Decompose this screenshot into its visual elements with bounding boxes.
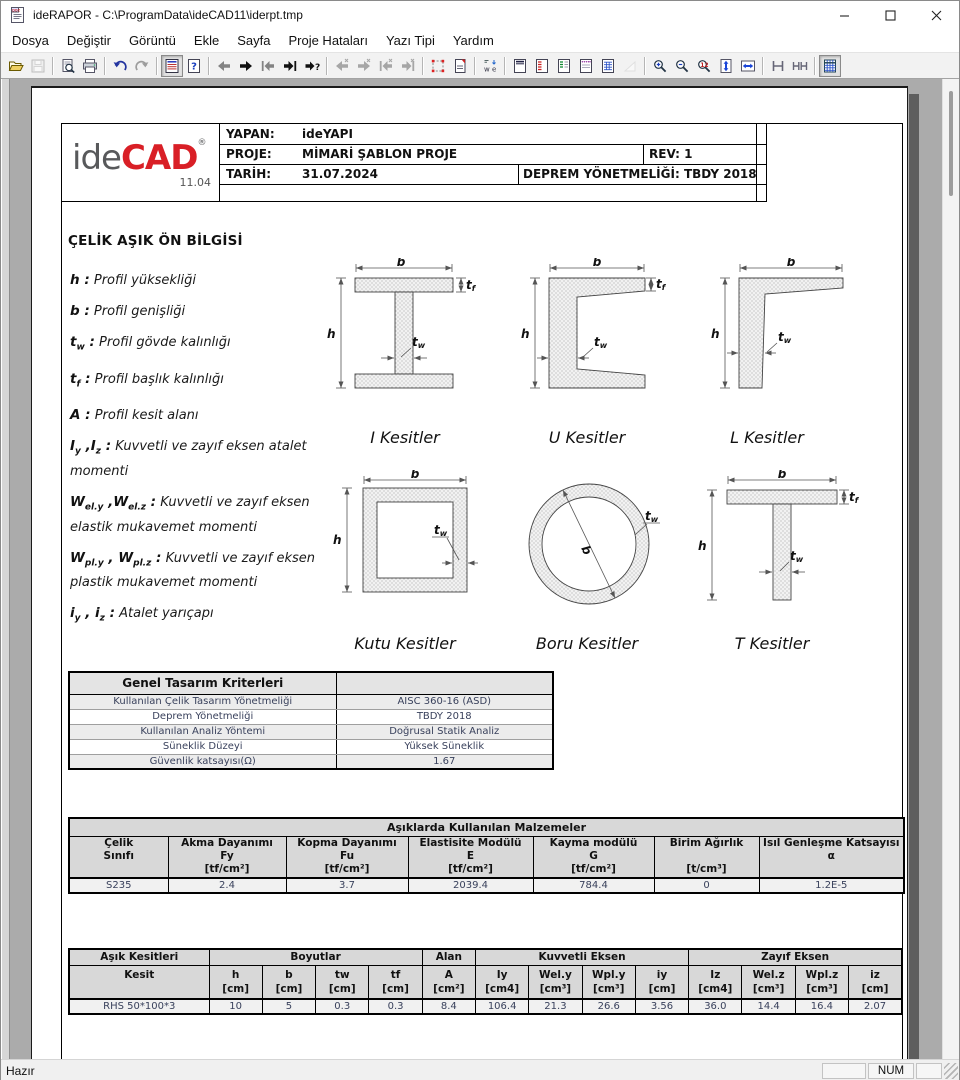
redo-button[interactable] (131, 55, 153, 77)
vertical-scrollbar[interactable] (942, 79, 959, 1059)
sections-cell: 16.4 (795, 999, 848, 1014)
definition-symbol: $I_y$ $,I_z$ : (70, 438, 112, 458)
report-page (31, 86, 908, 1059)
criteria-cell: Süneklik Düzeyi (69, 739, 336, 754)
sections-cell: 0.3 (316, 999, 369, 1014)
svg-text:tw: tw (434, 523, 448, 538)
corner-button[interactable] (619, 55, 641, 77)
definition-symbol: $i_y$ , $i_z$ : (70, 605, 116, 625)
page-grid-button[interactable] (597, 55, 619, 77)
toolbar-separator (156, 57, 158, 75)
sections-group-cell: Boyutlar (209, 949, 422, 965)
toolbar-separator (52, 57, 54, 75)
corner-icon (622, 58, 638, 74)
criteria-row (69, 724, 553, 739)
u-section-diagram (497, 258, 677, 408)
chapter-prev-button[interactable] (331, 55, 353, 77)
sections-cell: 3.56 (635, 999, 688, 1014)
maximize-icon (883, 8, 898, 23)
deprem-value: DEPREM YÖNETMELİĞİ: TBDY 2018 (523, 167, 757, 181)
definition-symbol: A : (70, 407, 91, 424)
sections-header-cell: Kesit (69, 965, 209, 999)
definition-symbol: $t_w$ : (70, 334, 95, 353)
box-section-diagram (315, 470, 495, 620)
select-area-icon (430, 58, 446, 74)
sections-header-cell: tf [cm] (369, 965, 422, 999)
page-grid-icon (600, 58, 616, 74)
svg-text:h: h (327, 327, 336, 341)
materials-table (68, 817, 905, 894)
scrollbar-thumb[interactable] (949, 91, 953, 196)
page-row-lines-icon (556, 58, 572, 74)
status-text: Hazır (6, 1063, 35, 1078)
toolbar-separator (474, 57, 476, 75)
menu-item-proje-hataları[interactable]: Proje Hataları (288, 33, 368, 48)
definition-item (70, 437, 330, 481)
criteria-cell: Yüksek Süneklik (336, 739, 553, 754)
print-preview-button[interactable] (57, 55, 79, 77)
criteria-cell: AISC 360-16 (ASD) (336, 694, 553, 709)
fit-width-button[interactable] (737, 55, 759, 77)
chapter-first-icon (378, 58, 394, 74)
toolbar-separator (504, 57, 506, 75)
materials-header-cell: Birim Ağırlık [t/cm³] (654, 836, 759, 878)
menu-item-ekle[interactable]: Ekle (193, 33, 220, 48)
undo-icon (112, 58, 128, 74)
header-footer-button[interactable] (479, 55, 501, 77)
criteria-cell: Doğrusal Statik Analiz (336, 724, 553, 739)
sections-cell: 8.4 (422, 999, 475, 1014)
sections-group-cell: Zayıf Eksen (689, 949, 902, 965)
sections-cell: RHS 50*100*3 (69, 999, 209, 1014)
sections-header-cell: Wel.z [cm³] (742, 965, 795, 999)
rev-value: REV: 1 (649, 147, 693, 161)
materials-title: Aşıklarda Kullanılan Malzemeler (69, 818, 904, 836)
zoom-value-icon (696, 58, 712, 74)
toolbar-separator (326, 57, 328, 75)
criteria-row (69, 709, 553, 724)
page-last-button[interactable] (279, 55, 301, 77)
definition-text: Kuvvetli ve zayıf eksen atalet momenti (70, 439, 307, 480)
svg-text:tw: tw (412, 335, 426, 350)
materials-header-cell: Çelik Sınıfı (69, 836, 168, 878)
sections-header-cell: tw [cm] (316, 965, 369, 999)
fit-width-icon (740, 58, 756, 74)
chapter-prev-icon (334, 58, 350, 74)
chapter-next-button[interactable] (353, 55, 375, 77)
report-view-button[interactable] (161, 55, 183, 77)
l-section-diagram (677, 258, 857, 408)
chapter-last-icon (400, 58, 416, 74)
num-lock-indicator: NUM (868, 1063, 914, 1079)
yapan-value: ideYAPI (302, 127, 353, 141)
diagram-caption: U Kesitler (548, 428, 626, 447)
svg-text:12: 12 (700, 61, 709, 69)
sections-header-cell: Iy [cm4] (475, 965, 528, 999)
materials-header-cell: Akma Dayanımı Fy [tf/cm²] (168, 836, 286, 878)
menu-item-değiştir[interactable]: Değiştir (66, 33, 111, 48)
page-header-lines-icon (512, 58, 528, 74)
criteria-title: Genel Tasarım Kriterleri (69, 672, 336, 694)
definition-symbol: $t_f$ : (70, 370, 91, 390)
document-viewport[interactable] (1, 79, 959, 1059)
page-next-button[interactable] (235, 55, 257, 77)
criteria-row (69, 739, 553, 754)
table-grid-button[interactable] (819, 55, 841, 77)
one-page-button[interactable] (767, 55, 789, 77)
definition-text: Profil gövde kalınlığı (94, 335, 231, 350)
page-marked-icon (452, 58, 468, 74)
page-goto-button[interactable] (301, 55, 323, 77)
svg-text:h: h (711, 327, 720, 341)
criteria-cell: 1.67 (336, 754, 553, 769)
page-dotted-top-button[interactable] (575, 55, 597, 77)
definition-text: Kuvvetli ve zayıf eksen plastik mukavemet momenti (70, 550, 316, 591)
page-shadow (909, 94, 919, 1059)
zoom-in-icon (652, 58, 668, 74)
page-row-lines-button[interactable] (553, 55, 575, 77)
print-preview-icon (60, 58, 76, 74)
zoom-out-button[interactable] (671, 55, 693, 77)
proje-value: MİMARİ ŞABLON PROJE (302, 147, 458, 161)
materials-header-cell: Elastisite Modülü E [tf/cm²] (408, 836, 533, 878)
window-title: ideRAPOR - C:\ProgramData\ideCAD11\iderpt.tmp (33, 8, 303, 22)
minimize-button[interactable] (821, 2, 867, 29)
resize-grip[interactable] (944, 1063, 958, 1079)
pipe-section-diagram (497, 470, 677, 620)
print-icon (82, 58, 98, 74)
report-title: ÇELİK AŞIK ÖN BİLGİSİ (68, 233, 243, 249)
sections-group-cell: Aşık Kesitleri (69, 949, 209, 965)
title-bar (1, 1, 959, 29)
page-last-icon (282, 58, 298, 74)
svg-text:tw: tw (778, 330, 792, 345)
report-view-icon (164, 58, 180, 74)
i-section-diagram (315, 258, 495, 408)
tarih-value: 31.07.2024 (302, 167, 378, 181)
sections-cell: 21.3 (529, 999, 582, 1014)
menu-item-dosya[interactable]: Dosya (12, 33, 49, 48)
page-first-button[interactable] (257, 55, 279, 77)
left-edge-strip (1, 79, 10, 1059)
materials-cell: 2039.4 (408, 878, 533, 893)
sections-cell: 5 (262, 999, 315, 1014)
open-button[interactable] (5, 55, 27, 77)
app-icon (9, 6, 27, 24)
materials-cell: 0 (654, 878, 759, 893)
sections-header-cell: iz [cm] (849, 965, 902, 999)
page-marked-button[interactable] (449, 55, 471, 77)
definition-text: Kuvvetli ve zayıf eksen elastik mukavemet momenti (70, 495, 310, 535)
criteria-cell: TBDY 2018 (336, 709, 553, 724)
svg-text:tf: tf (466, 278, 476, 293)
save-button[interactable] (27, 55, 49, 77)
toolbar-separator (208, 57, 210, 75)
page-prev-button[interactable] (213, 55, 235, 77)
status-bar (1, 1059, 959, 1080)
sections-group-cell: Kuvvetli Eksen (475, 949, 688, 965)
svg-text:tw: tw (645, 509, 659, 524)
one-page-icon (770, 58, 786, 74)
definition-item (70, 302, 330, 321)
sections-header-cell: A [cm²] (422, 965, 475, 999)
select-area-button[interactable] (427, 55, 449, 77)
definition-symbol: $W_{pl.y}$ , $W_{pl.z}$ : (70, 549, 162, 569)
criteria-row (69, 694, 553, 709)
redo-icon (134, 58, 150, 74)
status-panel (916, 1063, 942, 1079)
toolbar-separator (104, 57, 106, 75)
open-icon (8, 58, 24, 74)
page-left-marks-icon (534, 58, 550, 74)
definition-symbol: b : (70, 303, 90, 319)
chapter-first-button[interactable] (375, 55, 397, 77)
logo-cell (62, 124, 220, 201)
yapan-label: YAPAN: (226, 127, 275, 141)
svg-text:b: b (396, 258, 406, 269)
sections-cell: 106.4 (475, 999, 528, 1014)
svg-text:b: b (592, 258, 602, 269)
header-footer-icon (482, 58, 498, 74)
materials-cell: 1.2E-5 (759, 878, 904, 893)
two-pages-button[interactable] (789, 55, 811, 77)
sections-header-cell: Iz [cm4] (689, 965, 742, 999)
save-icon (30, 58, 46, 74)
definition-item (70, 333, 330, 358)
svg-text:w e: w e (484, 65, 497, 73)
svg-text:?: ? (315, 62, 320, 73)
definitions-list (70, 271, 330, 641)
sections-header-cell: Wpl.z [cm³] (795, 965, 848, 999)
criteria-table (68, 671, 554, 770)
menu-item-sayfa[interactable]: Sayfa (237, 33, 271, 48)
sections-header-cell: iy [cm] (635, 965, 688, 999)
help-button[interactable] (183, 55, 205, 77)
tarih-label: TARİH: (226, 167, 272, 181)
materials-header-cell: Kopma Dayanımı Fu [tf/cm²] (286, 836, 408, 878)
menu-item-yardım[interactable]: Yardım (452, 33, 494, 48)
svg-text:tw: tw (594, 335, 608, 350)
definition-symbol: $W_{el.y}$ $,W_{el.z}$ : (70, 494, 157, 513)
page-prev-icon (216, 58, 232, 74)
zoom-out-icon (674, 58, 690, 74)
definition-text: Profil genişliği (89, 304, 186, 319)
page-left-marks-button[interactable] (531, 55, 553, 77)
menu-item-görüntü[interactable]: Görüntü (128, 33, 176, 48)
definition-item (70, 406, 330, 425)
sections-cell: 10 (209, 999, 262, 1014)
definition-item (70, 271, 330, 290)
materials-cell: 2.4 (168, 878, 286, 893)
sections-group-cell: Alan (422, 949, 475, 965)
page-first-icon (260, 58, 276, 74)
svg-text:?: ? (191, 61, 197, 72)
criteria-row (69, 754, 553, 769)
definition-item (70, 370, 330, 395)
svg-text:b: b (410, 470, 420, 481)
undo-button[interactable] (109, 55, 131, 77)
diagram-caption: I Kesitler (370, 428, 440, 447)
toolbar-separator (644, 57, 646, 75)
page-dotted-top-icon (578, 58, 594, 74)
definition-text: Profil kesit alanı (90, 408, 199, 424)
criteria-cell: Kullanılan Çelik Tasarım Yönetmeliği (69, 694, 336, 709)
definition-text: Profil başlık kalınlığı (90, 371, 224, 387)
svg-text:DOC: DOC (12, 8, 21, 13)
sections-cell: 36.0 (689, 999, 742, 1014)
materials-cell: 784.4 (533, 878, 654, 893)
close-button[interactable] (913, 2, 959, 29)
proje-label: PROJE: (226, 147, 272, 161)
maximize-button[interactable] (867, 2, 913, 29)
page-goto-icon (304, 58, 320, 74)
diagram-caption: Boru Kesitler (535, 634, 639, 653)
page-next-icon (238, 58, 254, 74)
svg-text:tf: tf (656, 277, 666, 292)
sections-table (68, 948, 903, 1015)
toolbar-separator (814, 57, 816, 75)
sections-header-cell: Wpl.y [cm³] (582, 965, 635, 999)
svg-text:b: b (786, 258, 796, 269)
fit-height-button[interactable] (715, 55, 737, 77)
svg-text:h: h (698, 539, 707, 553)
toolbar (1, 53, 959, 79)
definition-item (70, 549, 330, 593)
close-icon (929, 8, 944, 23)
table-grid-icon (822, 58, 838, 74)
sections-cell: 26.6 (582, 999, 635, 1014)
diagram-caption: T Kesitler (734, 634, 810, 653)
idecad-logo: ideCAD® (72, 138, 207, 178)
svg-text:h: h (521, 327, 530, 341)
diagram-caption: L Kesitler (730, 428, 804, 447)
two-pages-icon (792, 58, 808, 74)
minimize-icon (837, 8, 852, 23)
chapter-last-button[interactable] (397, 55, 419, 77)
sections-header-cell: h [cm] (209, 965, 262, 999)
svg-text:b: b (777, 470, 787, 481)
toolbar-separator (762, 57, 764, 75)
criteria-cell: Güvenlik katsayısı(Ω) (69, 754, 336, 769)
definition-item (70, 604, 330, 629)
status-panel (822, 1063, 866, 1079)
materials-cell: 3.7 (286, 878, 408, 893)
t-section-diagram (682, 470, 862, 620)
criteria-cell: Deprem Yönetmeliği (69, 709, 336, 724)
logo-version: 11.04 (179, 176, 211, 189)
materials-header-cell: Isıl Genleşme Katsayısı α (759, 836, 904, 878)
svg-text:b: b (578, 543, 595, 558)
svg-text:tw: tw (790, 549, 804, 564)
sections-header-cell: Wel.y [cm³] (529, 965, 582, 999)
fit-height-icon (718, 58, 734, 74)
help-icon (186, 58, 202, 74)
materials-header-cell: Kayma modülü G [tf/cm²] (533, 836, 654, 878)
sections-cell: 14.4 (742, 999, 795, 1014)
sections-cell: 2.07 (849, 999, 902, 1014)
print-button[interactable] (79, 55, 101, 77)
definition-text: Atalet yarıçapı (115, 606, 214, 622)
page-header-lines-button[interactable] (509, 55, 531, 77)
zoom-in-button[interactable] (649, 55, 671, 77)
chapter-next-icon (356, 58, 372, 74)
menu-bar (1, 29, 959, 53)
svg-text:tf: tf (849, 490, 859, 505)
sections-cell: 0.3 (369, 999, 422, 1014)
svg-text:h: h (333, 533, 342, 547)
zoom-value-button[interactable] (693, 55, 715, 77)
definition-text: Profil yüksekliği (89, 273, 196, 288)
criteria-cell: Kullanılan Analiz Yöntemi (69, 724, 336, 739)
materials-cell: S235 (69, 878, 168, 893)
report-header-block (61, 123, 767, 202)
toolbar-separator (422, 57, 424, 75)
sections-header-cell: b [cm] (262, 965, 315, 999)
menu-item-yazı-tipi[interactable]: Yazı Tipi (385, 33, 435, 48)
definition-item (70, 493, 330, 537)
diagram-caption: Kutu Kesitler (354, 634, 456, 653)
definition-symbol: h : (70, 272, 90, 288)
